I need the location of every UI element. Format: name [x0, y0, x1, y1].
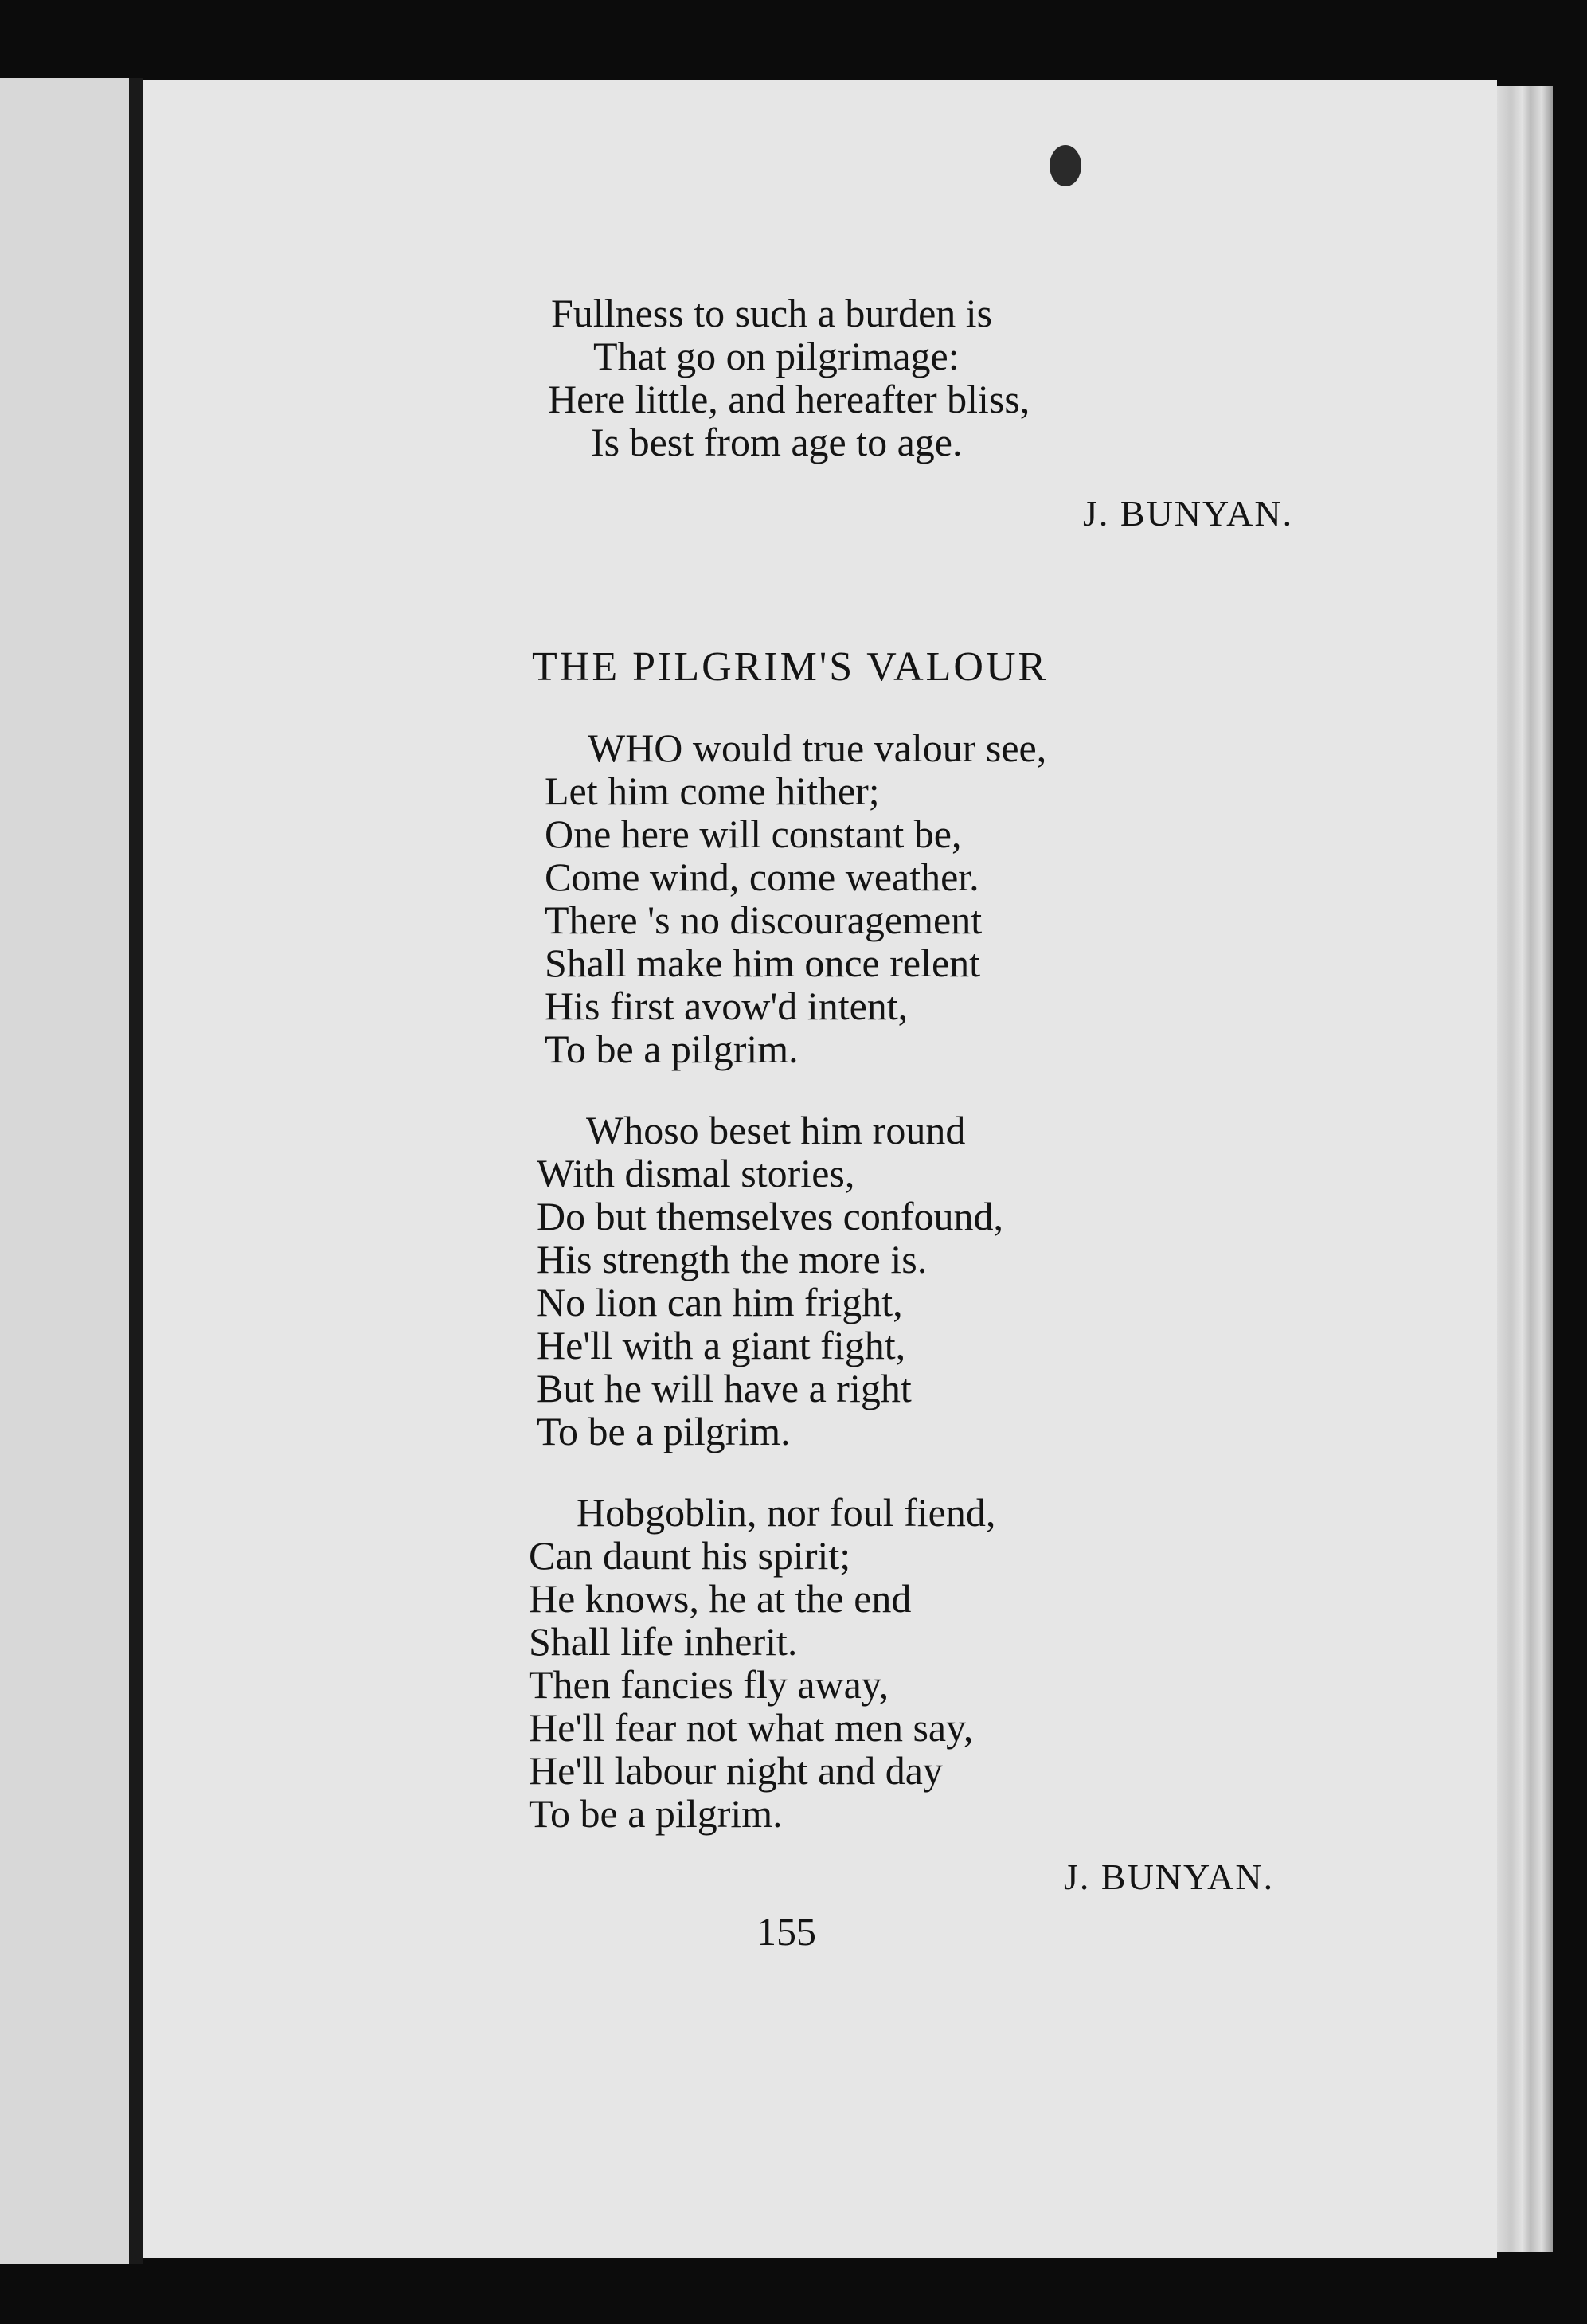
verse-line: That go on pilgrimage:: [593, 334, 960, 378]
poem-title: THE PILGRIM'S VALOUR: [532, 644, 1049, 690]
verse-line: To be a pilgrim.: [529, 1791, 783, 1836]
verse-line: Do but themselves confound,: [537, 1194, 1004, 1238]
facing-page-edge: [0, 78, 129, 2264]
verse-line: He knows, he at the end: [529, 1576, 912, 1621]
verse-line: Then fancies fly away,: [529, 1662, 889, 1707]
verse-line: One here will constant be,: [545, 812, 962, 856]
verse-line: Can daunt his spirit;: [529, 1533, 851, 1578]
verse-line: Whoso beset him round: [586, 1108, 966, 1152]
verse-line: Hobgoblin, nor foul fiend,: [577, 1490, 996, 1535]
verse-line: To be a pilgrim.: [545, 1027, 799, 1071]
verse-line: Shall make him once relent: [545, 941, 981, 985]
book-gutter: [129, 78, 143, 2264]
verse-line: No lion can him fright,: [537, 1280, 903, 1324]
verse-line: He'll with a giant fight,: [537, 1323, 906, 1367]
verse-line: Come wind, come weather.: [545, 855, 979, 899]
verse-line: With dismal stories,: [537, 1151, 855, 1195]
poem-attribution: J. BUNYAN.: [1064, 1856, 1275, 1897]
page-stack-edges: [1497, 86, 1553, 2252]
top-verse-attribution: J. BUNYAN.: [1083, 493, 1294, 534]
verse-line: To be a pilgrim.: [537, 1409, 791, 1453]
verse-line: He'll fear not what men say,: [529, 1705, 974, 1750]
page-number: 155: [756, 1909, 816, 1954]
ink-blot: [1050, 145, 1081, 186]
verse-line: His strength the more is.: [537, 1237, 928, 1281]
verse-line: Shall life inherit.: [529, 1619, 798, 1664]
verse-line: But he will have a right: [537, 1366, 912, 1410]
verse-line: WHO would true valour see,: [588, 726, 1047, 770]
verse-line: Here little, and hereafter bliss,: [548, 377, 1030, 421]
verse-line: Let him come hither;: [545, 769, 880, 813]
verse-line: His first avow'd intent,: [545, 984, 909, 1028]
verse-line: He'll labour night and day: [529, 1748, 943, 1793]
verse-line: Fullness to such a burden is: [551, 291, 993, 335]
verse-line: Is best from age to age.: [591, 420, 963, 464]
verse-line: There 's no discouragement: [545, 898, 983, 942]
